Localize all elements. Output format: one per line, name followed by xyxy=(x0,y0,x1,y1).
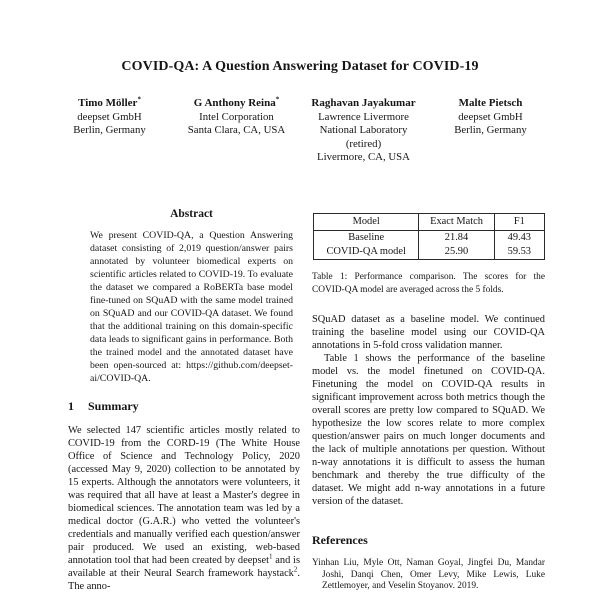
results-paragraph-2: Table 1 shows the performance of the baseline model vs. the model finetuned on COVID-QA. Finetuning the model on COVID-QA results in significant improvement across both metrics though the overall scores are pretty low compared to SQuAD. We hypothesize the low scores relate to more complex question/answer pairs on much longer documents and the lack of multiple annotations per question. Without n-way annotations it is difficult to assess the human benchmark and thereby the true difficulty of the dataset. We might add n-way annotations in a future version of the dataset. xyxy=(312,353,545,507)
section-number: 1 xyxy=(68,399,74,413)
reference-entry-liu-2019: Yinhan Liu, Myle Ott, Naman Goyal, Jingfei Du, Mandar Joshi, Danqi Chen, Omer Levy, Mike Lewis, Luke Zettlemoyer, and Veselin Stoyanov. 2019. xyxy=(312,558,545,591)
table-caption: Table 1: Performance comparison. The scores for the COVID-QA model are averaged across the 5 folds. xyxy=(312,272,545,295)
right-column xyxy=(312,205,545,593)
author-affiliation-line: Berlin, Germany xyxy=(73,124,146,137)
author-name: G Anthony Reina* xyxy=(193,95,280,109)
author-affiliation-line: deepset GmbH xyxy=(77,110,142,123)
section-heading-summary xyxy=(68,399,300,414)
authors-block xyxy=(0,97,600,165)
section-title: Summary xyxy=(88,399,139,413)
table-row-baseline xyxy=(314,231,545,246)
author-g-anthony-reina xyxy=(177,97,296,165)
footnote-marker-1: 1 xyxy=(269,552,273,561)
author-affiliation-line: Berlin, Germany xyxy=(454,124,527,137)
abstract-section xyxy=(68,208,300,385)
author-affiliation-line: National Laboratory xyxy=(319,124,408,137)
author-affiliation-line: Santa Clara, CA, USA xyxy=(187,124,286,137)
author-affiliation-line: Intel Corporation xyxy=(199,110,274,123)
abstract-text: We present COVID-QA, a Question Answering dataset consisting of 2,019 question/answer pairs annotated by volunteer biomedical experts on scientific articles related to COVID-19. To evaluate the dataset we compared a RoBERTa base model fine-tuned on SQuAD with the same model trained on SQuAD and our COVID-QA dataset. We found that the additional training on this domain-specific data leads to significant gains in performance. Both the trained model and the annotated dataset have been open-sourced at: https://github.com/deepset-ai/COVID-QA. xyxy=(90,230,293,384)
author-name: Timo Möller* xyxy=(78,95,141,109)
results-table xyxy=(313,213,545,260)
abstract-heading: Abstract xyxy=(170,208,213,220)
author-name: Malte Pietsch xyxy=(458,97,523,109)
table-row-covid-qa-model xyxy=(314,245,545,260)
table-header-exact-match: Exact Match xyxy=(419,214,494,231)
author-malte-pietsch xyxy=(431,97,550,165)
author-affiliation-line: deepset GmbH xyxy=(458,110,523,123)
cell-f1-baseline: 49.43 xyxy=(494,231,544,246)
author-affiliation-line: Livermore, CA, USA xyxy=(317,151,410,164)
cell-model-baseline: Baseline xyxy=(314,231,419,246)
author-raghavan-jayakumar xyxy=(304,97,423,165)
references-heading: References xyxy=(312,533,368,547)
github-url[interactable]: https://github.com/deepset-ai/COVID-QA xyxy=(90,360,293,384)
left-column xyxy=(68,205,300,593)
table-header-f1: F1 xyxy=(494,214,544,231)
cell-exact-match-baseline: 21.84 xyxy=(419,231,494,246)
author-asterisk: * xyxy=(137,95,141,104)
table-header-model: Model xyxy=(314,214,419,231)
author-asterisk: * xyxy=(275,95,280,104)
author-timo-moller xyxy=(50,97,169,165)
author-affiliation-line: (retired) xyxy=(345,137,382,150)
table-header-row xyxy=(314,214,545,231)
cell-exact-match-covid-qa: 25.90 xyxy=(419,245,494,260)
footnote-marker-2: 2 xyxy=(293,565,298,574)
paper-title: COVID-QA: A Question Answering Dataset for COVID-19 xyxy=(121,59,479,74)
cell-model-covid-qa: COVID-QA model xyxy=(314,245,419,260)
author-name: Raghavan Jayakumar xyxy=(311,97,416,109)
summary-paragraph: We selected 147 scientific articles mostly related to COVID-19 from the CORD-19 (The White House Office of Science and Technology Policy, 2020 (accessed May 9, 2020) collection to be annotated by 15 experts. Although the annotators were volunteers, it was required that all have at least a Master's degree in biomedical sciences. The annotation team was led by a medical doctor (G.A.R.) who vetted the volunteer's credentials and manually verified each question/answer pair produced. We used an existing, web-based annotation tool that had been created by deepset$^1$ and is available at their Neural Search framework haystack$^2$. The anno- xyxy=(68,425,300,592)
cell-f1-covid-qa: 59.53 xyxy=(494,245,544,260)
results-paragraph-1: SQuAD dataset as a baseline model. We continued training the baseline model using our COVID-QA annotations in 5-fold cross validation manner. xyxy=(312,314,545,351)
author-affiliation-line: Lawrence Livermore xyxy=(318,110,409,123)
